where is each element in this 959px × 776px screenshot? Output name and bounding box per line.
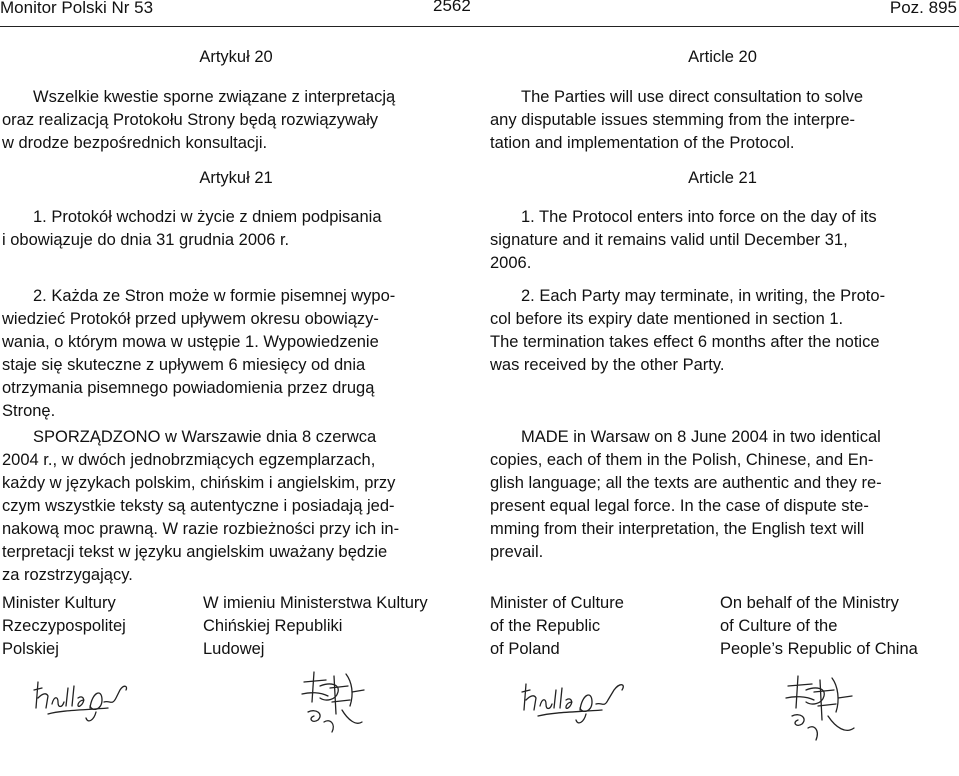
text-line: staje się skuteczne z upływem 6 miesięcy od dnia — [2, 356, 366, 374]
text-line: i obowiązuje do dnia 31 grudnia 2006 r. — [2, 231, 290, 249]
text-line: nakową moc prawną. W razie rozbieżności przy ich in- — [2, 520, 400, 538]
english-p1 — [521, 206, 955, 229]
polish-p1 — [33, 206, 470, 229]
english-signatory-right — [720, 592, 918, 661]
signatory-line: of Culture of the — [720, 617, 838, 635]
text-line: mming from their interpretation, the English text will — [490, 520, 865, 538]
text-line: 2. Each Party may terminate, in writing, the Proto- — [521, 287, 886, 305]
text-line: oraz realizacją Protokołu Strony będą rozwiązywały — [2, 111, 379, 129]
signatory-line: of Poland — [490, 640, 560, 658]
text-line: w drodze bezpośrednich konsultacji. — [2, 134, 268, 152]
polish-made-cont — [2, 449, 470, 587]
text-line: wania, o którym mowa w ustępie 1. Wypowiedzenie — [2, 333, 379, 351]
text-line: tation and implementation of the Protocol. — [490, 134, 795, 152]
signatory-line: On behalf of the Ministry — [720, 594, 899, 612]
page-number-text: 2562 — [433, 0, 471, 15]
text-line: any disputable issues stemming from the interpre- — [490, 111, 855, 129]
text-line: 1. Protokół wchodzi w życie z dniem podpisania — [33, 208, 382, 226]
polish-p1-cont — [2, 229, 470, 252]
text-line: The termination takes effect 6 months after the notice — [490, 333, 880, 351]
polish-art20-text-cont — [2, 109, 470, 155]
signatory-line: W imieniu Ministerstwa Kultury — [203, 594, 428, 612]
text-line: MADE in Warsaw on 8 June 2004 in two identical — [521, 428, 881, 446]
english-made-cont — [490, 449, 955, 564]
polish-article-21 — [2, 167, 470, 190]
signature-chinese-ministry — [290, 662, 380, 742]
article-title: Article 20 — [688, 48, 757, 66]
text-line: glish language; all the texts are authentic and they re- — [490, 474, 882, 492]
text-line: copies, each of them in the Polish, Chinese, and En- — [490, 451, 874, 469]
text-line: 1. The Protocol enters into force on the day of its — [521, 208, 877, 226]
signature-chinese-ministry-en — [774, 668, 874, 750]
text-line: prevail. — [490, 543, 544, 561]
text-line: was received by the other Party. — [490, 356, 725, 374]
english-p2 — [521, 285, 955, 308]
polish-p2-cont — [2, 308, 470, 423]
text-line: 2004 r., w dwóch jednobrzmiących egzemplarzach, — [2, 451, 376, 469]
text-line: każdy w językach polskim, chińskim i angielskim, przy — [2, 474, 396, 492]
english-art20-text-cont — [490, 109, 955, 155]
text-line: SPORZĄDZONO w Warszawie dnia 8 czerwca — [33, 428, 377, 446]
text-line: col before its expiry date mentioned in section 1. — [490, 310, 844, 328]
signatory-line: Ludowej — [203, 640, 265, 658]
polish-art20-text — [33, 86, 470, 109]
text-line: czym wszystkie teksty są autentyczne i posiadają jed- — [2, 497, 395, 515]
position-number: Poz. 895 — [889, 0, 957, 17]
header-rule — [0, 26, 959, 27]
signatory-line: People’s Republic of China — [720, 640, 918, 658]
english-p2-cont — [490, 308, 955, 377]
text-line: za rozstrzygający. — [2, 566, 133, 584]
text-line: Stronę. — [2, 402, 56, 420]
page-header — [0, 0, 959, 24]
polish-signatory-right — [203, 592, 428, 661]
text-line: Wszelkie kwestie sporne związane z interpretacją — [33, 88, 396, 106]
text-line: signature and it remains valid until December 31, — [490, 231, 848, 249]
english-art20-text — [521, 86, 955, 109]
text-line: The Parties will use direct consultation to solve — [521, 88, 864, 106]
signatory-line: Chińskiej Republiki — [203, 617, 343, 635]
text-line: 2. Każda ze Stron może w formie pisemnej wypo- — [33, 287, 396, 305]
article-title: Artykuł 21 — [199, 169, 273, 187]
english-signatory-left — [490, 592, 624, 661]
signatory-line: Rzeczypospolitej — [2, 617, 126, 635]
text-line: present equal legal force. In the case of dispute ste- — [490, 497, 869, 515]
text-line: wiedzieć Protokół przed upływem okresu obowiązy- — [2, 310, 379, 328]
text-line: terpretacji tekst w języku angielskim uważany będzie — [2, 543, 388, 561]
polish-made — [33, 426, 470, 449]
polish-article-20 — [2, 46, 470, 69]
text-line: 2006. — [490, 254, 532, 272]
article-title: Artykuł 20 — [199, 48, 273, 66]
signatory-line: Minister of Culture — [490, 594, 624, 612]
polish-p2 — [33, 285, 470, 308]
signature-polish-minister — [28, 668, 138, 728]
english-article-21 — [490, 167, 955, 190]
polish-signatory-left — [2, 592, 126, 661]
signatory-line: of the Republic — [490, 617, 601, 635]
signatory-line: Minister Kultury — [2, 594, 116, 612]
article-title: Article 21 — [688, 169, 757, 187]
english-p1-cont — [490, 229, 955, 275]
text-line: otrzymania pisemnego powiadomienia przez drugą — [2, 379, 375, 397]
english-article-20 — [490, 46, 955, 69]
signature-polish-minister-en — [516, 672, 636, 728]
publication-title: Monitor Polski Nr 53 — [0, 0, 154, 17]
signatory-line: Polskiej — [2, 640, 59, 658]
english-made — [521, 426, 955, 449]
